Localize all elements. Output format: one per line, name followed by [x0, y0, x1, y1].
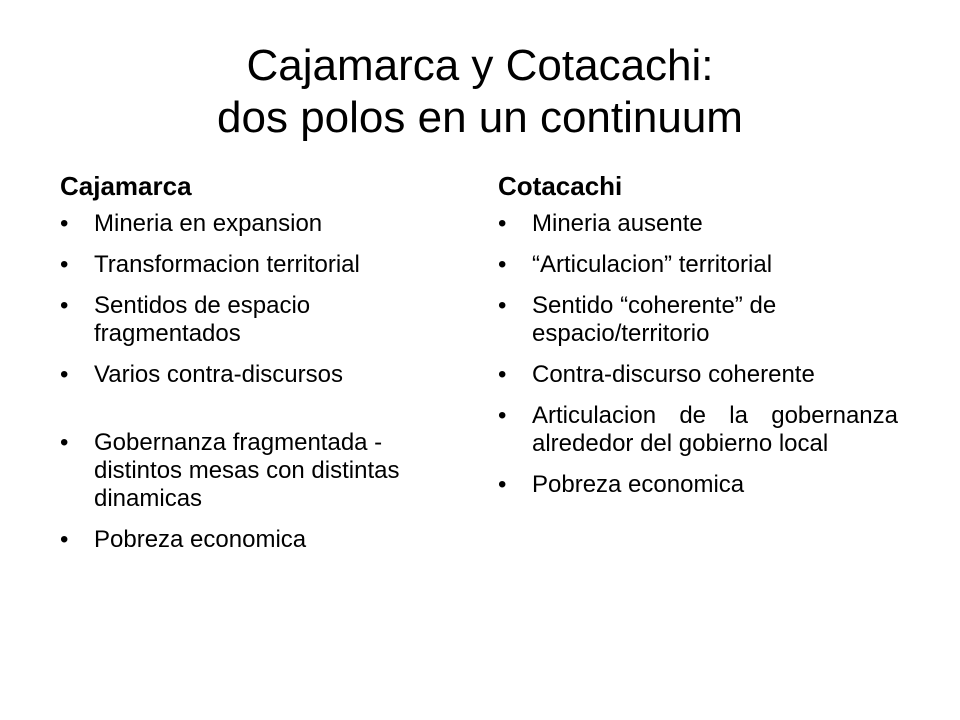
bullet-icon: •	[60, 251, 69, 278]
list-item	[498, 471, 898, 499]
list-item	[60, 210, 460, 238]
bullet-icon: •	[498, 471, 507, 498]
bullet-icon: •	[60, 292, 69, 319]
title-line-1: Cajamarca y Cotacachi:	[246, 41, 714, 90]
bullet-icon: •	[498, 292, 507, 319]
slide-title	[60, 40, 900, 144]
list-item	[60, 251, 460, 279]
column-cajamarca	[60, 170, 460, 567]
bullet-list-cajamarca	[60, 210, 460, 554]
list-item-text: Articulacion de la gobernanza alrededor del gobierno local	[532, 402, 898, 457]
list-item-text: Gobernanza fragmentada - distintos mesas con distintas dinamicas	[94, 429, 400, 512]
list-item-text: Mineria ausente	[532, 210, 703, 237]
bullet-icon: •	[498, 210, 507, 237]
list-item	[498, 402, 898, 458]
list-item	[60, 429, 460, 513]
list-item	[498, 292, 898, 348]
list-item-text: Mineria en expansion	[94, 210, 323, 237]
list-item-text: Pobreza economica	[94, 526, 307, 553]
list-item	[60, 526, 460, 554]
list-item-text: Contra-discurso coherente	[532, 361, 815, 388]
bullet-icon: •	[60, 361, 69, 388]
bullet-icon: •	[498, 402, 507, 429]
list-item-text: Transformacion territorial	[94, 251, 360, 278]
bullet-list-cotacachi	[498, 210, 898, 499]
list-item-text: Sentido “coherente” de espacio/territorio	[532, 292, 777, 347]
bullet-icon: •	[60, 210, 69, 237]
column-cotacachi	[498, 170, 898, 512]
list-item	[498, 210, 898, 238]
list-item	[498, 251, 898, 279]
list-item-text: Varios contra-discursos	[94, 361, 343, 388]
list-item-text: “Articulacion” territorial	[532, 251, 773, 278]
list-item	[60, 361, 460, 389]
bullet-icon: •	[498, 361, 507, 388]
list-item	[60, 292, 460, 348]
bullet-icon: •	[60, 429, 69, 456]
column-heading-cotacachi: Cotacachi	[498, 171, 623, 201]
column-heading-cajamarca: Cajamarca	[60, 171, 192, 201]
title-line-2: dos polos en un continuum	[217, 93, 743, 142]
list-item-text: Pobreza economica	[532, 471, 745, 498]
list-item	[498, 361, 898, 389]
bullet-icon: •	[498, 251, 507, 278]
bullet-icon: •	[60, 526, 69, 553]
list-item-text: Sentidos de espacio fragmentados	[94, 292, 311, 347]
